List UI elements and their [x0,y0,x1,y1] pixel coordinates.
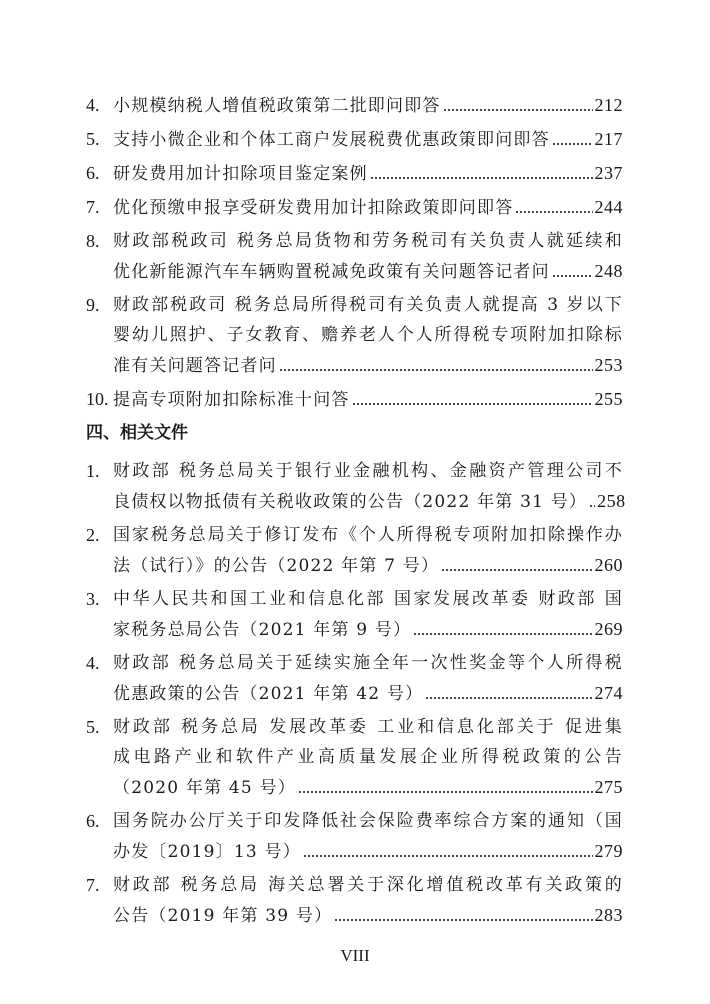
page-number: VIII [340,946,370,965]
entry-title-line: 财政部 税务总局关于延续实施全年一次性奖金等个人所得税 [113,653,623,673]
toc-entry[interactable] [86,806,623,866]
dot-leader [589,500,595,508]
dot-leader [298,786,593,794]
toc-entry[interactable] [86,226,623,286]
entry-page-number: 275 [594,777,623,797]
entry-title-line: 公告（2019 年第 39 号） [113,906,333,926]
toc-entry[interactable] [86,456,626,516]
entry-page-number: 212 [594,95,623,115]
entry-page-number: 260 [594,555,623,575]
entry-body [113,124,623,154]
entry-body [113,520,623,580]
entry-title-line: 准有关问题答记者问 [113,356,277,376]
entry-title-line: 中华人民共和国工业和信息化部 国家发展改革委 财政部 国 [113,589,623,609]
entry-number: 10. [86,389,109,409]
entry-last-line [113,486,626,516]
entry-page-number: 269 [594,619,623,639]
entry-body [113,192,623,222]
entry-page-number: 258 [597,491,626,511]
entry-last-line [113,158,623,188]
entry-title-line: 财政部税政司 税务总局货物和劳务税司有关负责人就延续和 [113,231,623,251]
entry-number: 7. [86,197,100,217]
entry-number: 8. [86,231,100,251]
entry-last-line [113,678,623,708]
entry-body [113,712,623,802]
dot-leader [425,692,592,700]
entry-title-line: 婴幼儿照护、子女教育、赡养老人个人所得税专项附加扣除标 [113,325,623,345]
toc-entry[interactable] [86,124,623,154]
entry-last-line [113,90,623,120]
entry-page-number: 255 [594,389,623,409]
toc-entry[interactable] [86,158,623,188]
entry-number: 6. [86,163,100,183]
toc-section-previous [86,90,623,414]
entry-body [113,648,623,708]
entry-title-line: 成电路产业和软件产业高质量发展企业所得税政策的公告 [113,747,623,767]
entry-title-line: 提高专项附加扣除标准十问答 [113,390,350,410]
toc-entry[interactable] [86,90,623,120]
entry-page-number: 248 [594,261,623,281]
entry-title-line: 研发费用加计扣除项目鉴定案例 [113,164,368,184]
dot-leader [279,364,593,372]
entry-number: 3. [86,589,100,609]
entry-last-line [113,256,623,286]
entry-last-line [113,384,623,414]
dot-leader [552,138,593,146]
entry-page-number: 244 [594,197,623,217]
dot-leader [303,850,593,858]
entry-title-line: 优化新能源汽车车辆购置税减免政策有关问题答记者问 [113,262,550,282]
entry-last-line [113,550,623,580]
entry-title-line: 支持小微企业和个体工商户发展税费优惠政策即问即答 [113,130,550,150]
entry-title-line: 财政部 税务总局 海关总署关于深化增值税改革有关政策的 [113,875,623,895]
entry-body [113,456,626,516]
entry-title-line: 优惠政策的公告（2021 年第 42 号） [113,684,424,704]
entry-title-line: （2020 年第 45 号） [113,778,296,798]
dot-leader [334,914,592,922]
entry-page-number: 283 [594,905,623,925]
toc-entry[interactable] [86,192,623,222]
entry-number: 5. [86,717,100,737]
entry-title-line: 国家税务总局关于修订发布《个人所得税专项附加扣除操作办 [113,525,623,545]
toc-entry[interactable] [86,384,623,414]
dot-leader [441,564,592,572]
entry-title-line: 财政部 税务总局关于银行业金融机构、金融资产管理公司不 [113,461,623,481]
entry-number: 7. [86,875,100,895]
entry-page-number: 217 [594,129,623,149]
entry-body [113,290,623,380]
entry-number: 5. [86,129,100,149]
entry-title-line: 财政部税政司 税务总局所得税司有关负责人就提高 3 岁以下 [113,295,623,315]
entry-number: 4. [86,653,100,673]
dot-leader [515,206,592,214]
entry-number: 2. [86,525,100,545]
entry-body [113,90,623,120]
toc-entry[interactable] [86,648,623,708]
entry-number: 6. [86,811,100,831]
toc-entry[interactable] [86,870,623,930]
entry-body [113,384,623,414]
entry-last-line [113,350,623,380]
entry-title-line: 财政部 税务总局 发展改革委 工业和信息化部关于 促进集 [113,717,623,737]
entry-last-line [113,192,623,222]
entry-last-line [113,124,623,154]
entry-title-line: 良债权以物抵债有关税收政策的公告（2022 年第 31 号） [113,492,588,512]
toc-entry[interactable] [86,712,623,802]
entry-title-line: 小规模纳税人增值税政策第二批即问即答 [113,96,441,116]
entry-body [113,584,623,644]
entry-page-number: 253 [594,355,623,375]
dot-leader [352,398,593,406]
entry-number: 4. [86,95,100,115]
dot-leader [443,104,593,112]
toc-entry[interactable] [86,290,623,380]
entry-last-line [113,900,623,930]
toc-entry[interactable] [86,520,623,580]
dot-leader [370,172,593,180]
dot-leader [552,270,593,278]
entry-page-number: 274 [594,683,623,703]
entry-last-line [113,836,623,866]
entry-last-line [113,772,623,802]
entry-body [113,870,623,930]
entry-title-line: 办发〔2019〕13 号） [113,842,301,862]
table-of-contents [86,90,626,934]
entry-title-line: 优化预缴申报享受研发费用加计扣除政策即问即答 [113,198,514,218]
entry-last-line [113,614,623,644]
entry-body [113,158,623,188]
entry-page-number: 279 [594,841,623,861]
dot-leader [413,628,592,636]
entry-body [113,806,623,866]
entry-number: 9. [86,295,100,315]
entry-title-line: 国务院办公厅关于印发降低社会保险费率综合方案的通知（国 [113,811,623,831]
entry-number: 1. [86,461,100,481]
entry-title-line: 家税务总局公告（2021 年第 9 号） [113,620,412,640]
toc-section-related-documents [86,456,626,930]
section-heading: 四、相关文件 [86,423,188,443]
entry-title-line: 法（试行）》的公告（2022 年第 7 号） [113,556,440,576]
toc-entry[interactable] [86,584,623,644]
entry-page-number: 237 [594,163,623,183]
entry-body [113,226,623,286]
